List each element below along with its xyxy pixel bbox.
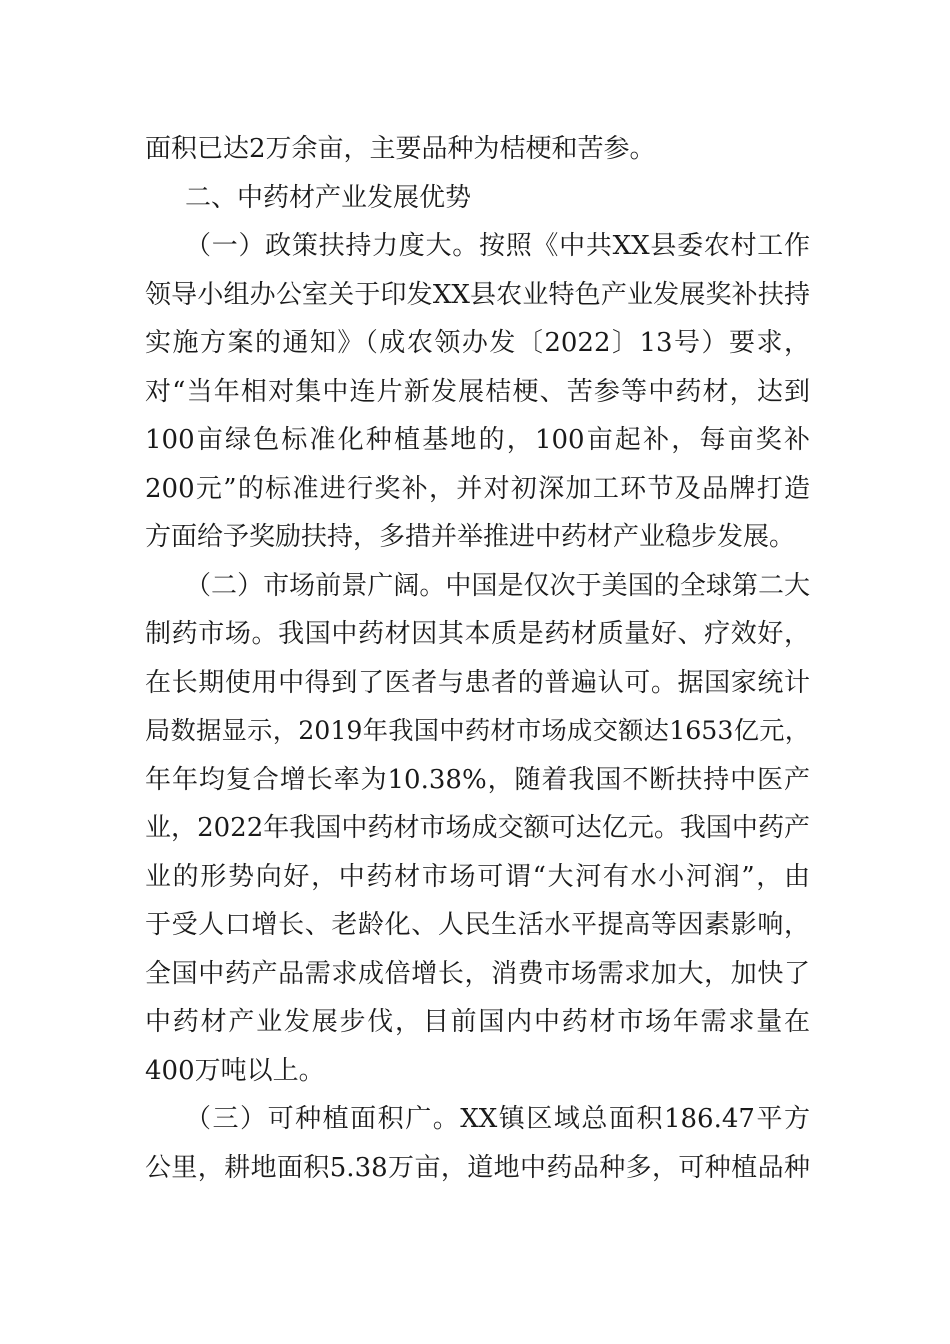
paragraph-line: 业，2022年我国中药材市场成交额可达亿元。我国中药产 <box>145 813 810 843</box>
paragraph-line: （二）市场前景广阔。中国是仅次于美国的全球第二大 <box>185 570 810 601</box>
paragraph-line: 在长期使用中得到了医者与患者的普遍认可。据国家统计 <box>145 667 810 698</box>
paragraph-line: 局数据显示，2019年我国中药材市场成交额达1653亿元， <box>145 716 810 745</box>
paragraph-line: 制药市场。我国中药材因其本质是药材质量好、疗效好， <box>145 619 810 649</box>
paragraph-line: 年年均复合增长率为10.38%，随着我国不断扶持中医产 <box>145 764 810 795</box>
paragraph-line: 全国中药产品需求成倍增长，消费市场需求加大，加快了 <box>145 958 810 989</box>
paragraph-line: 领导小组办公室关于印发XX县农业特色产业发展奖补扶持 <box>145 279 810 310</box>
paragraph-line: （一）政策扶持力度大。按照《中共XX县委农村工作 <box>185 231 810 261</box>
paragraph-line: 中药材产业发展步伐，目前国内中药材市场年需求量在 <box>145 1007 810 1037</box>
paragraph-line: 400万吨以上。 <box>145 1055 325 1086</box>
paragraph-line: 方面给予奖励扶持，多措并举推进中药材产业稳步发展。 <box>145 522 796 552</box>
paragraph-line: 100亩绿色标准化种植基地的，100亩起补，每亩奖补 <box>145 425 810 455</box>
document-body <box>145 125 810 1192</box>
section-heading: 二、中药材产业发展优势 <box>185 182 472 213</box>
paragraph-line: 业的形势向好，中药材市场可谓“大河有水小河润”，由 <box>145 861 810 892</box>
paragraph-line: 于受人口增长、老龄化、人民生活水平提高等因素影响， <box>145 910 810 940</box>
paragraph-line: 对“当年相对集中连片新发展桔梗、苦参等中药材，达到 <box>145 376 810 407</box>
paragraph-line: 实施方案的通知》（成农领办发〔2022〕13号）要求， <box>145 328 810 358</box>
paragraph-line: 面积已达2万余亩，主要品种为桔梗和苦参。 <box>145 134 656 164</box>
paragraph-line: 200元”的标准进行奖补，并对初深加工环节及品牌打造 <box>145 473 810 504</box>
paragraph-line: 公里，耕地面积5.38万亩，道地中药品种多，可种植品种 <box>145 1152 810 1183</box>
paragraph-line: （三）可种植面积广。XX镇区域总面积186.47平方 <box>185 1104 810 1134</box>
